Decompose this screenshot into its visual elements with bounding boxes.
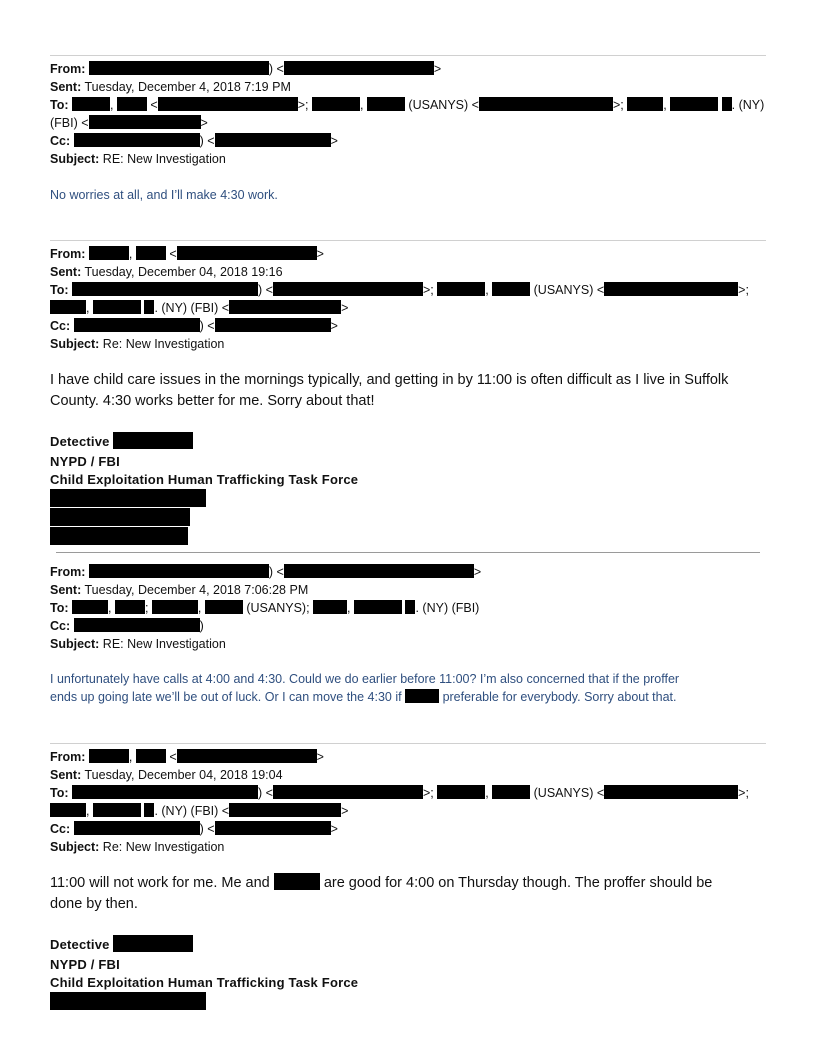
from-label: From: <box>50 62 86 76</box>
redaction <box>50 992 206 1010</box>
redaction <box>74 618 200 632</box>
redaction <box>273 282 423 296</box>
redaction <box>50 803 86 817</box>
redaction <box>205 600 243 614</box>
redaction <box>479 97 613 111</box>
to-line: To: ) < >; , (USANYS) < >; <box>50 283 749 297</box>
redaction <box>670 97 718 111</box>
sent-line: Sent: Tuesday, December 04, 2018 19:04 <box>50 768 283 782</box>
sent-line: Sent: Tuesday, December 4, 2018 7:19 PM <box>50 80 291 94</box>
redaction <box>74 318 200 332</box>
header-divider <box>50 240 766 241</box>
redaction <box>492 785 530 799</box>
signature-title: Detective <box>50 432 193 451</box>
redaction <box>627 97 663 111</box>
to-line: To: ) < >; , (USANYS) < >; <box>50 786 749 800</box>
to-line: To: , ; , (USANYS); , . (NY) (FBI) <box>50 601 480 615</box>
to-line: To: , < >; , (USANYS) < >; , . (NY) <box>50 98 765 112</box>
redaction <box>229 300 341 314</box>
from-line: From: , < > <box>50 247 324 261</box>
message-body-line: I unfortunately have calls at 4:00 and 4:30. Could we do earlier before 11:00? I’m also concerned that if the proffer <box>50 672 680 686</box>
subject-line: Subject: RE: New Investigation <box>50 152 226 166</box>
to-line-cont: (FBI) < > <box>50 116 208 130</box>
redaction <box>89 61 269 75</box>
signature-unit: Child Exploitation Human Trafficking Task Force <box>50 975 359 990</box>
redaction <box>312 97 360 111</box>
from-line: From: ) < > <box>50 565 482 579</box>
redaction <box>89 115 201 129</box>
subject-line: Subject: Re: New Investigation <box>50 337 225 351</box>
redaction <box>136 749 166 763</box>
redaction <box>72 600 108 614</box>
redaction <box>367 97 405 111</box>
redaction <box>93 803 141 817</box>
redaction <box>604 282 738 296</box>
redaction <box>313 600 347 614</box>
redaction <box>604 785 738 799</box>
redaction <box>284 564 474 578</box>
subject-line: Subject: RE: New Investigation <box>50 637 226 651</box>
redaction <box>284 61 434 75</box>
cc-line: Cc: ) < > <box>50 822 338 836</box>
redaction <box>136 246 166 260</box>
redaction <box>117 97 147 111</box>
sent-line: Sent: Tuesday, December 04, 2018 19:16 <box>50 265 283 279</box>
redaction <box>72 97 110 111</box>
redaction <box>229 803 341 817</box>
signature-title: Detective <box>50 935 193 954</box>
redaction <box>437 785 485 799</box>
signature-org: NYPD / FBI <box>50 454 120 469</box>
message-body-line: 11:00 will not work for me. Me and are good for 4:00 on Thursday though. The proffer should be <box>50 875 713 891</box>
redaction <box>93 300 141 314</box>
message-body-line: done by then. <box>50 896 138 912</box>
redaction <box>115 600 145 614</box>
redaction <box>72 282 258 296</box>
redaction <box>274 873 320 890</box>
redaction <box>74 821 200 835</box>
redaction <box>144 803 154 817</box>
signature-unit: Child Exploitation Human Trafficking Task Force <box>50 472 359 487</box>
message-body: I have child care issues in the mornings typically, and getting in by 11:00 is often difficult as I live in Suffolk County. 4:30 works better for me. Sorry about that! <box>50 372 729 409</box>
to-line-cont: , . (NY) (FBI) < > <box>50 299 766 317</box>
header-divider <box>50 55 766 56</box>
redaction <box>722 97 732 111</box>
redaction <box>74 133 200 147</box>
cc-line: Cc: ) <box>50 619 204 633</box>
redaction <box>177 246 317 260</box>
redaction <box>89 564 269 578</box>
redaction <box>50 527 188 545</box>
subject-line: Subject: Re: New Investigation <box>50 840 225 854</box>
to-line-cont: , . (NY) (FBI) < > <box>50 802 766 820</box>
sent-line: Sent: Tuesday, December 4, 2018 7:06:28 PM <box>50 583 309 597</box>
redaction <box>72 785 258 799</box>
redaction <box>89 246 129 260</box>
redaction <box>405 689 439 703</box>
redaction <box>152 600 198 614</box>
redaction <box>144 300 154 314</box>
redaction <box>215 318 331 332</box>
redaction <box>50 300 86 314</box>
signature-org: NYPD / FBI <box>50 957 120 972</box>
redaction <box>113 935 193 952</box>
redaction <box>437 282 485 296</box>
from-line: From: , < > <box>50 750 324 764</box>
redaction <box>273 785 423 799</box>
sent-value: Tuesday, December 4, 2018 7:19 PM <box>84 80 291 94</box>
redaction <box>354 600 402 614</box>
redaction <box>158 97 298 111</box>
cc-line: Cc: ) < > <box>50 319 338 333</box>
message-body-line: ends up going late we’ll be out of luck. Or I can move the 4:30 if preferable for everybody. Sorry about that. <box>50 690 677 704</box>
redaction <box>215 133 331 147</box>
message-body: No worries at all, and I’ll make 4:30 work. <box>50 188 278 202</box>
header-divider <box>50 743 766 744</box>
redaction <box>215 821 331 835</box>
redaction <box>89 749 129 763</box>
redaction <box>50 508 190 526</box>
header-divider <box>56 552 760 553</box>
redaction <box>177 749 317 763</box>
redaction <box>492 282 530 296</box>
subject-value: RE: New Investigation <box>102 152 226 166</box>
redaction <box>50 489 206 507</box>
redaction <box>405 600 415 614</box>
redaction <box>113 432 193 449</box>
from-line: From: ) < > <box>50 62 442 76</box>
cc-line: Cc: ) < > <box>50 134 338 148</box>
